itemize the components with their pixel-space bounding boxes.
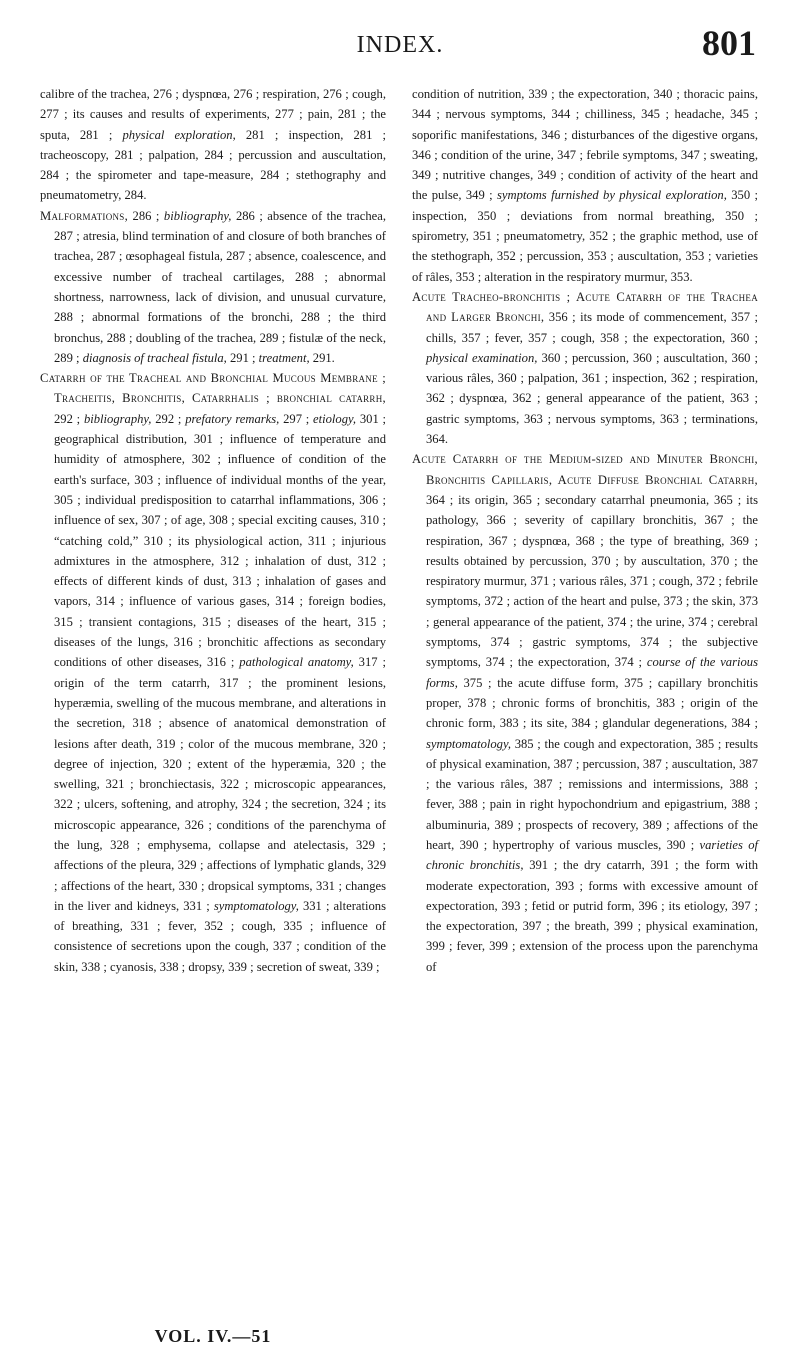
page-title: INDEX. [356, 32, 444, 58]
index-entry-continued: calibre of the trachea, 276 ; dyspnœa, 276 ; respiration, 276 ; cough, 277 ; its causes and results of experiments, 277 ; pain, 281 ; the sputa, 281 ; physical exploration, 281 ; inspection, 281 ; tracheoscopy, 281 ; palpation, 284 ; percussion and auscultation, 284 ; the spirometer and tape-measure, 284 ; stethography and pneumatometry, 284. [40, 87, 386, 203]
index-entry-continued: condition of nutrition, 339 ; the expectoration, 340 ; thoracic pains, 344 ; nervous symptoms, 344 ; chilliness, 345 ; headache, 345 ; soporific manifestations, 346 ; disturbances of the digestive organs, 346 ; condition of the urine, 347 ; febrile symptoms, 347 ; sweating, 349 ; nutritive changes, 349 ; condition of activity of the heart and the pulse, 349 ; symptoms furnished by physical exploration, 350 ; inspection, 350 ; deviations from normal breathing, 350 ; spirometry, 351 ; pneumatometry, 352 ; the graphic method, use of the stethograph, 352 ; percussion, 353 ; auscultation, 353 ; varieties of râles, 353 ; alteration in the respiratory murmur, 353. [412, 87, 758, 284]
index-entry-malformations: Malformations, 286 ; bibliography, 286 ; absence of the trachea, 287 ; atresia, blind termination of and closure of both branches of trachea, 287 ; œsophageal fistula, 287 ; absence, coalescence, and excessive number of tracheal cartilages, 288 ; abnormal shortness, narrowness, lack of division, and unusual curvature, 288 ; abnormal formations of the bronchi, 288 ; the third bronchus, 288 ; doubling of the trachea, 289 ; fistulæ of the neck, 289 ; diagnosis of tracheal fistula, 291 ; treatment, 291. [40, 208, 386, 365]
left-column [40, 84, 386, 977]
page-number: 801 [702, 23, 756, 63]
index-entry-acute-tracheo-bronchitis: Acute Tracheo-bronchitis ; Acute Catarrh of the Trachea and Larger Bronchi, 356 ; its mode of commencement, 357 ; chills, 357 ; fever, 357 ; cough, 358 ; the expectoration, 360 ; physical examination, 360 ; percussion, 360 ; auscultation, 360 ; various râles, 360 ; palpation, 361 ; inspection, 362 ; respiration, 362 ; dyspnœa, 362 ; general appearance of the patient, 363 ; gastric symptoms, 363 ; nervous symptoms, 363 ; terminations, 364. [412, 289, 758, 447]
index-entry-catarrh: Catarrh of the Tracheal and Bronchial Mucous Membrane ; Tracheitis, Bronchitis, Catarrhalis ; bronchial catarrh, 292 ; bibliography, 292 ; prefatory remarks, 297 ; etiology, 301 ; geographical distribution, 301 ; influence of temperature and humidity of atmosphere, 302 ; influence of condition of the earth's surface, 303 ; influence of individual months of the year, 305 ; individual predisposition to catarrhal inflammations, 306 ; influence of sex, 307 ; of age, 308 ; special exciting causes, 310 ; “catching cold,” 310 ; its physiological action, 311 ; injurious admixtures in the atmosphere, 312 ; inhalation of dust, 312 ; effects of different kinds of dust, 313 ; inhalation of gases and vapors, 314 ; influence of various gases, 314 ; foreign bodies, 315 ; transient contagions, 315 ; diseases of the heart, 315 ; diseases of the lungs, 316 ; bronchitic affections as secondary conditions of other diseases, 316 ; pathological anatomy, 317 ; origin of the term catarrh, 317 ; the prominent lesions, hyperæmia, swelling of the mucous membrane, and alterations in the secretion, 318 ; absence of anatomical demonstration of lesions after death, 319 ; color of the mucous membrane, 320 ; degree of injection, 320 ; extent of the hyperæmia, 320 ; the swelling, 321 ; bronchiectasis, 322 ; microscopic appearances, 322 ; ulcers, softening, and atrophy, 324 ; the secretion, 324 ; its microscopic appearance, 326 ; conditions of the parenchyma of the lung, 328 ; emphysema, collapse and atelectasis, 329 ; affections of the pleura, 329 ; affections of lymphatic glands, 329 ; affections of the heart, 330 ; dropsical symptoms, 331 ; changes in the liver and kidneys, 331 ; symptomatology, 331 ; alterations of breathing, 331 ; fever, 352 ; cough, 335 ; influence of consistence of secretions upon the cough, 337 ; condition of the skin, 338 ; cyanosis, 338 ; dropsy, 339 ; secretion of sweat, 339 ; [40, 371, 387, 974]
index-entry-acute-catarrh-minuter-bronchi: Acute Catarrh of the Medium-sized and Minuter Bronchi, Bronchitis Capillaris, Acute Diffuse Bronchial Catarrh, 364 ; its origin, 365 ; secondary catarrhal pneumonia, 365 ; its pathology, 366 ; severity of capillary bronchitis, 367 ; the respiration, 367 ; dyspnœa, 368 ; the type of breathing, 369 ; results obtained by percussion, 370 ; by auscultation, 370 ; the respiratory murmur, 371 ; various râles, 371 ; cough, 372 ; febrile symptoms, 372 ; action of the heart and pulse, 373 ; the skin, 373 ; general appearance of the patient, 374 ; the urine, 374 ; cerebral symptoms, 374 ; gastric symptoms, 374 ; the subjective symptoms, 374 ; the expectoration, 374 ; course of the various forms, 375 ; the acute diffuse form, 375 ; capillary bronchitis proper, 378 ; chronic forms of bronchitis, 383 ; origin of the chronic form, 383 ; its site, 384 ; glandular degenerations, 384 ; symptomatology, 385 ; the cough and expectoration, 385 ; results of physical examination, 387 ; percussion, 387 ; auscultation, 387 ; the various râles, 387 ; remissions and intermissions, 388 ; fever, 388 ; pain in right hypochondrium and epigastrium, 388 ; albuminuria, 389 ; prospects of recovery, 389 ; affections of the heart, 390 ; hypertrophy of various muscles, 390 ; varieties of chronic bronchitis, 391 ; the dry catarrh, 391 ; the form with moderate expectoration, 393 ; forms with excessive amount of expectoration, 393 ; fetid or putrid form, 396 ; its etiology, 397 ; the expectoration, 397 ; the breath, 399 ; physical examination, 399 ; fever, 399 ; extension of the process upon the parenchyma of [412, 452, 758, 974]
right-column [412, 84, 758, 977]
running-head [0, 18, 800, 68]
volume-signature: VOL. IV.—51 [154, 1326, 272, 1346]
